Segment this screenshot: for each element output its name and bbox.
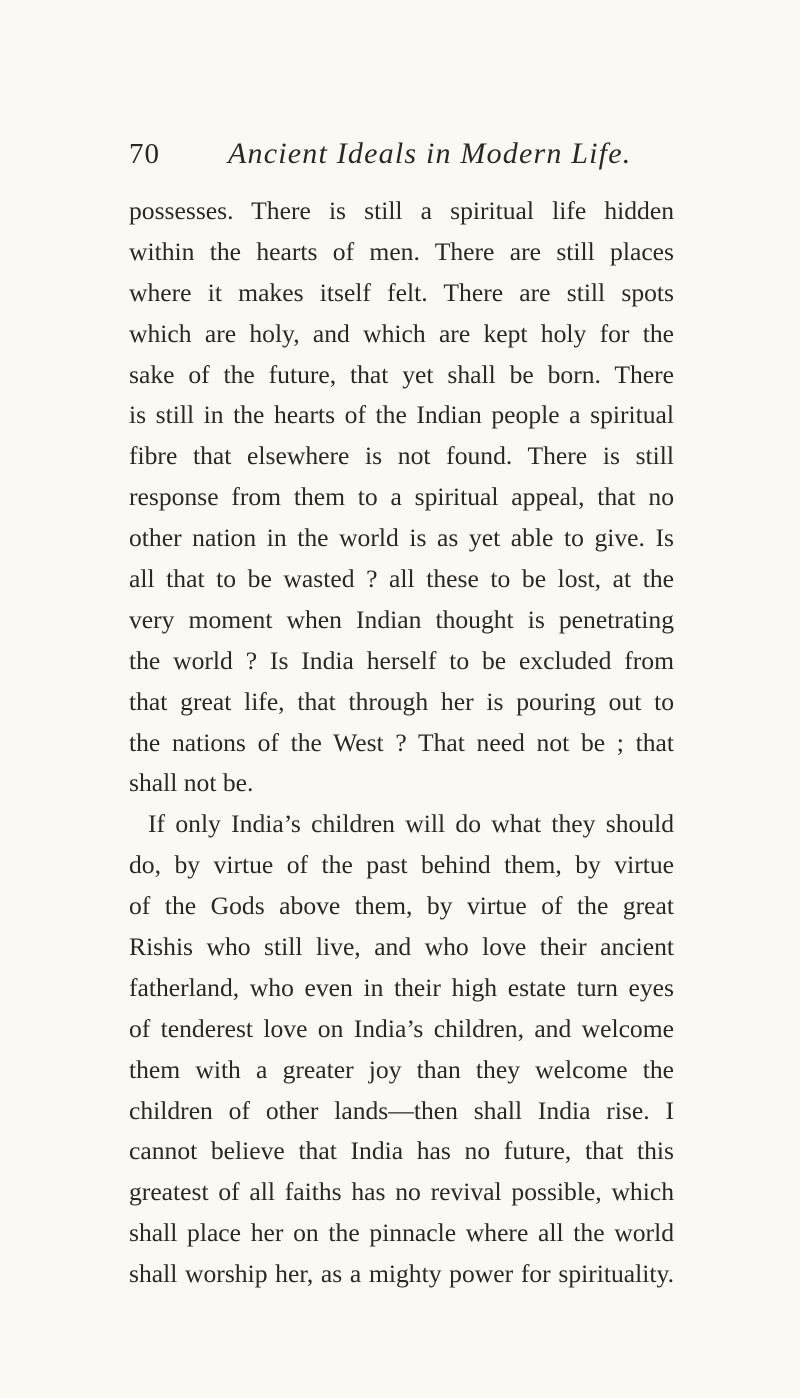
text-line: shall place her on the pinnacle where all the world <box>129 1218 674 1248</box>
text-line: very moment when Indian thought is penetrating <box>129 604 674 634</box>
text-line: possesses. There is still a spiritual life hidden <box>129 196 674 225</box>
text-line: other nation in the world is as yet able to give. Is <box>129 523 674 553</box>
text-line: them with a greater joy than they welcome the <box>129 1054 674 1084</box>
text-line: which are holy, and which are kept holy for the <box>129 318 674 348</box>
running-title: Ancient Ideals in Modern Life. <box>228 137 632 170</box>
running-head <box>129 134 674 174</box>
text-line: Rishis who still live, and who love their ancient <box>129 932 674 962</box>
text-line: shall worship her, as a mighty power for spirituality. <box>129 1259 674 1289</box>
text-line: the world ? Is India herself to be excluded from <box>129 645 674 675</box>
text-line: fatherland, who even in their high estate turn eyes <box>129 972 674 1002</box>
text-line: sake of the future, that yet shall be born. There <box>129 359 674 389</box>
text-line: greatest of all faiths has no revival possible, which <box>129 1177 674 1207</box>
text-line: is still in the hearts of the Indian people a spiritual <box>129 400 674 430</box>
paragraph-2 <box>129 804 674 1295</box>
text-line: of the Gods above them, by virtue of the great <box>129 891 674 921</box>
text-line: cannot believe that India has no future, that this <box>129 1136 674 1166</box>
text-line: children of other lands—then shall India rise. I <box>129 1095 674 1125</box>
text-line: where it makes itself felt. There are still spots <box>129 277 674 307</box>
body-text <box>129 191 674 1295</box>
text-line: the nations of the West ? That need not be ; that <box>129 727 674 757</box>
text-line: that great life, that through her is pouring out to <box>129 686 674 716</box>
text-line: within the hearts of men. There are still places <box>129 236 674 266</box>
text-line: all that to be wasted ? all these to be lost, at the <box>129 564 674 594</box>
text-line: do, by virtue of the past behind them, by virtue <box>129 850 674 880</box>
text-line: of tenderest love on India’s children, and welcome <box>129 1013 674 1043</box>
page-number: 70 <box>129 138 160 170</box>
text-line: fibre that elsewhere is not found. There is still <box>129 441 674 471</box>
text-line: shall not be. <box>129 768 254 798</box>
text-line: response from them to a spiritual appeal, that no <box>129 482 674 512</box>
text-line: If only India’s children will do what they should <box>148 809 674 839</box>
paragraph-1 <box>129 191 674 804</box>
